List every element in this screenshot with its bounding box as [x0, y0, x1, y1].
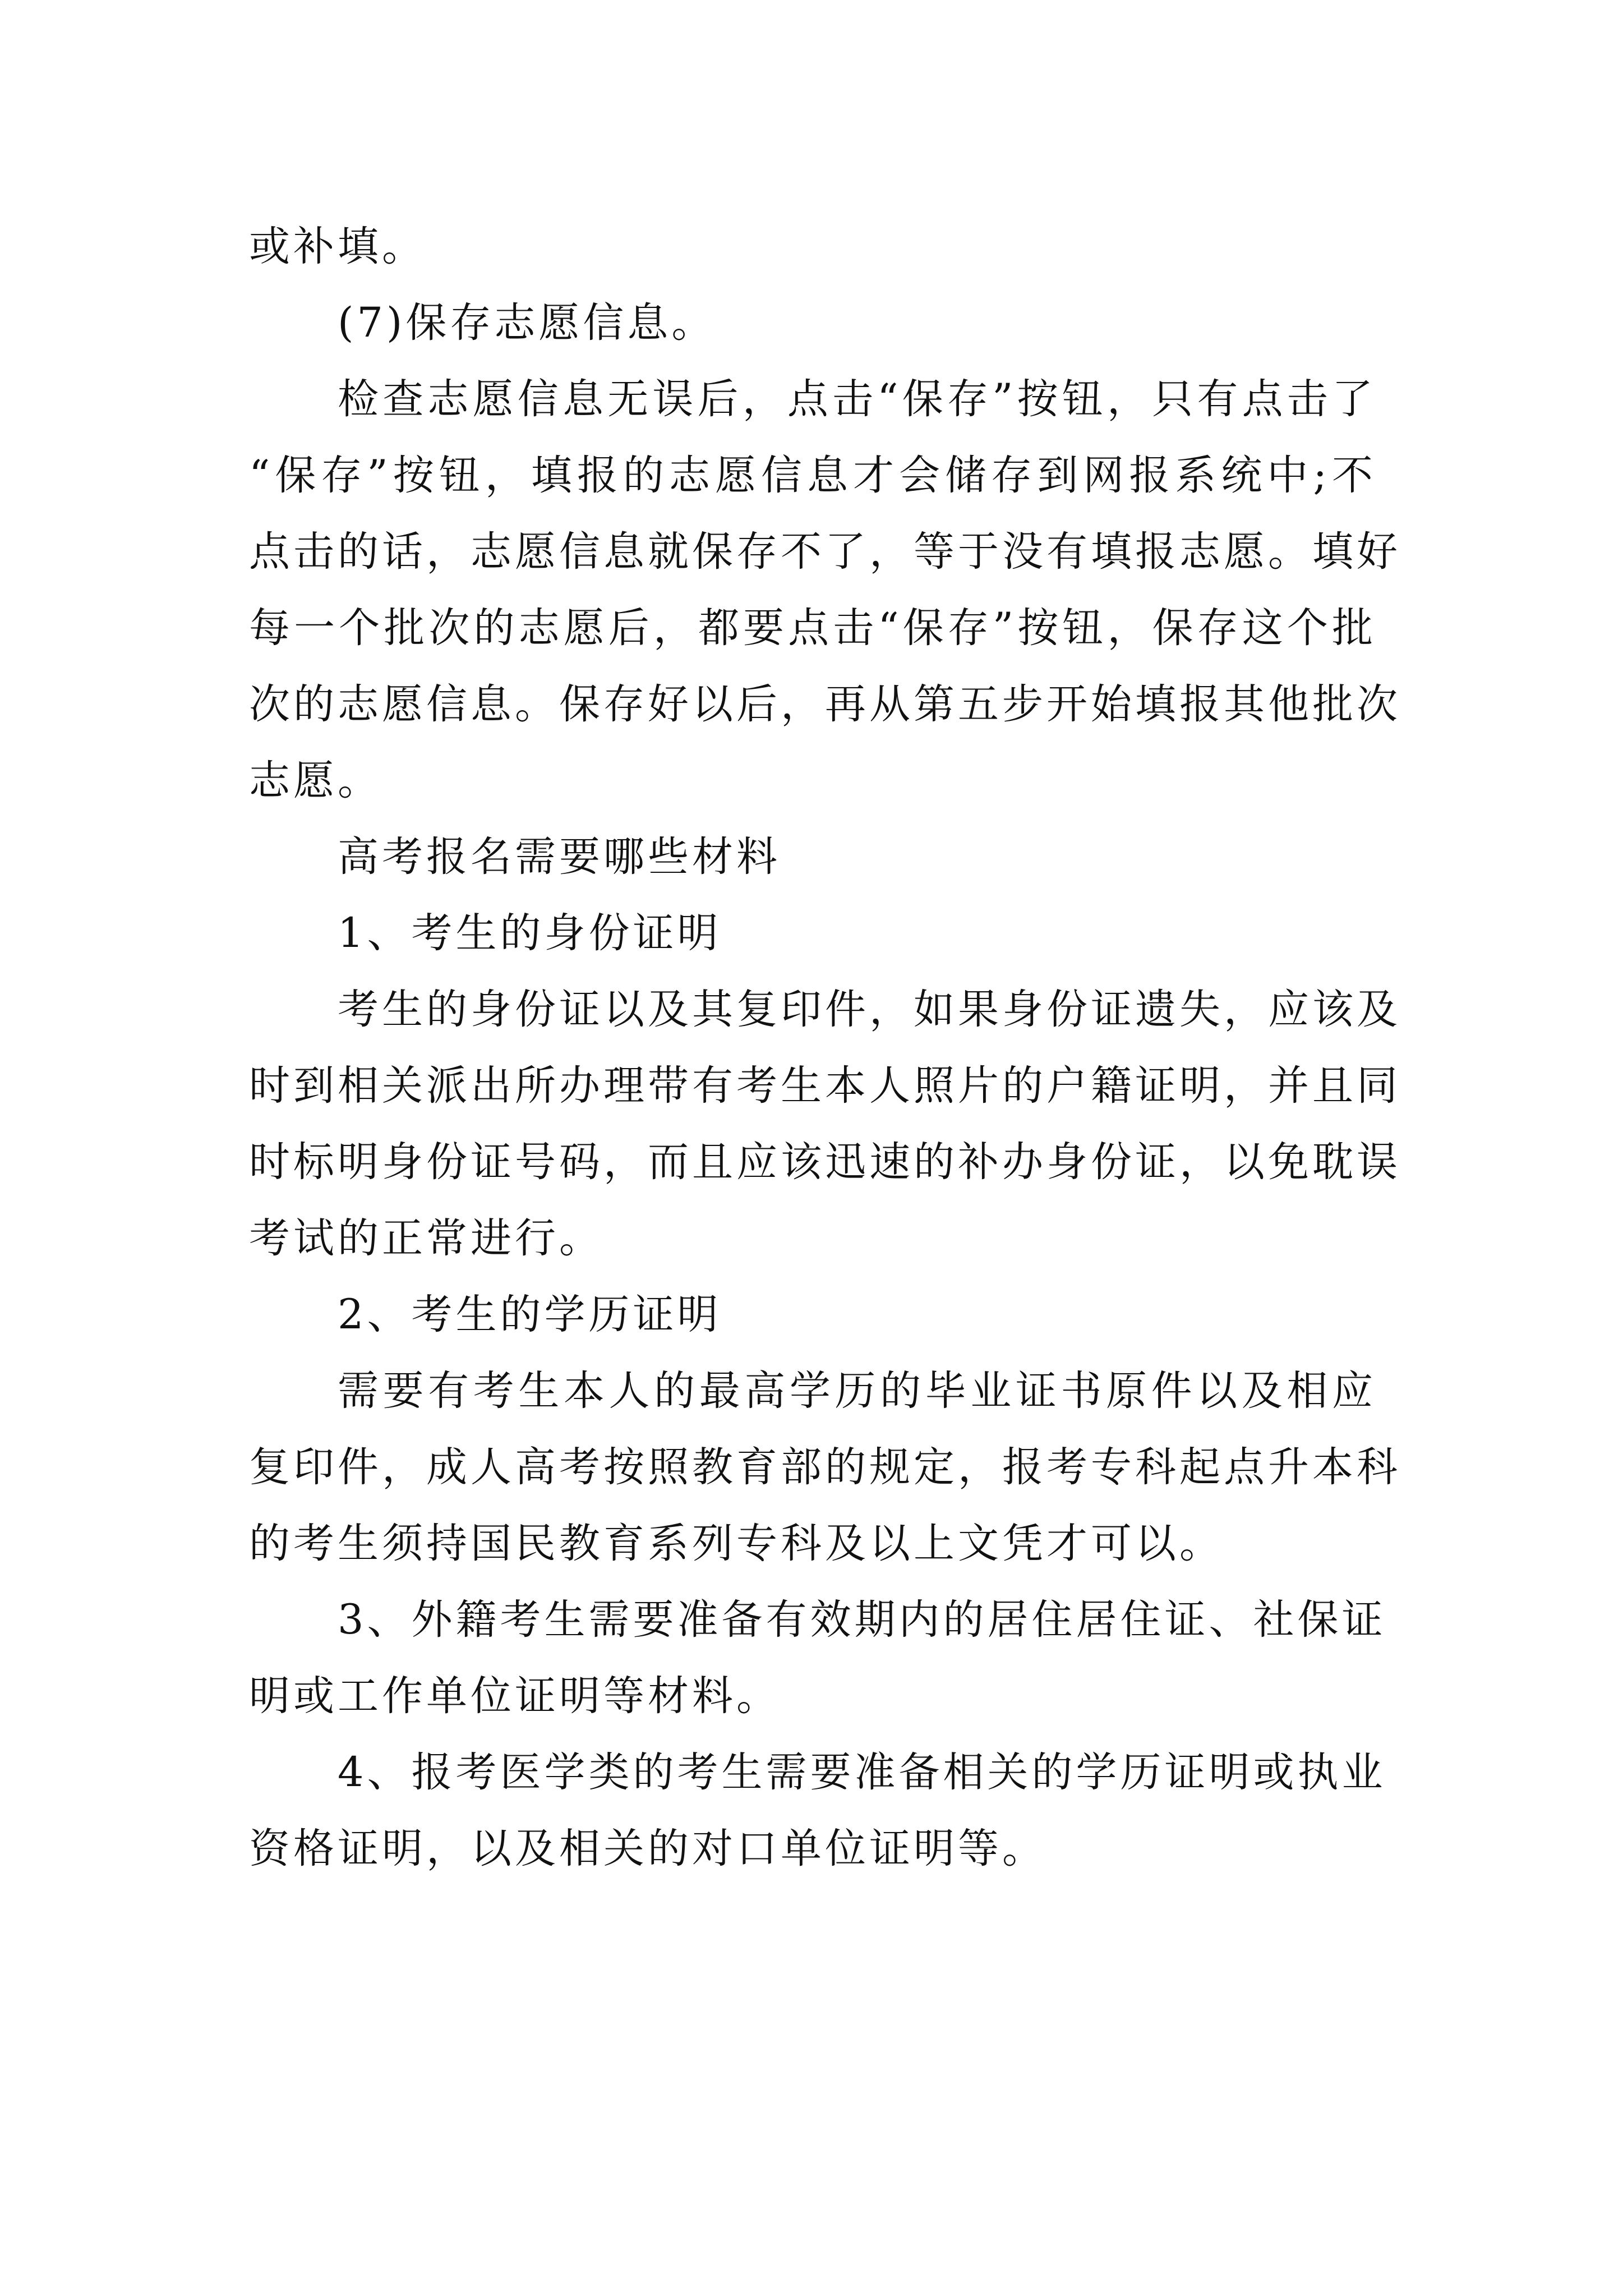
subsection-heading: 1、考生的身份证明	[338, 909, 722, 957]
text-line: 的考生须持国民教育系列专科及以上文凭才可以。	[249, 1520, 1224, 1567]
text-line: 复印件，成人高考按照教育部的规定，报考专科起点升本科	[249, 1443, 1401, 1491]
text-line: 明或工作单位证明等材料。	[249, 1672, 781, 1720]
text-line: 3、外籍考生需要准备有效期内的居住居住证、社保证	[338, 1596, 1386, 1644]
text-line: 时到相关派出所办理带有考生本人照片的户籍证明，并且同	[249, 1062, 1401, 1110]
text-line: 需要有考生本人的最高学历的毕业证书原件以及相应	[338, 1367, 1376, 1415]
document-body	[249, 209, 1401, 1887]
text-line: 每一个批次的志愿后，都要点击“保存”按钮，保存这个批	[249, 604, 1376, 652]
text-line: (7)保存志愿信息。	[338, 299, 716, 347]
text-line: 考试的正常进行。	[249, 1214, 603, 1262]
text-line: 时标明身份证号码，而且应该迅速的补办身份证，以免耽误	[249, 1138, 1401, 1186]
text-line: “保存”按钮，填报的志愿信息才会储存到网报系统中;不	[249, 452, 1376, 499]
text-line: 点击的话，志愿信息就保存不了，等于没有填报志愿。填好	[249, 528, 1401, 576]
text-line: 考生的身份证以及其复印件，如果身份证遗失，应该及	[338, 986, 1401, 1033]
text-line: 志愿。	[249, 757, 382, 804]
text-line: 资格证明，以及相关的对口单位证明等。	[249, 1825, 1046, 1872]
subsection-heading: 2、考生的学历证明	[338, 1291, 722, 1338]
text-line: 检查志愿信息无误后，点击“保存”按钮，只有点击了	[338, 375, 1376, 423]
text-line: 次的志愿信息。保存好以后，再从第五步开始填报其他批次	[249, 680, 1401, 728]
text-line: 4、报考医学类的考生需要准备相关的学历证明或执业	[338, 1749, 1386, 1796]
section-heading: 高考报名需要哪些材料	[338, 833, 781, 881]
text-line: 或补填。	[249, 223, 426, 270]
